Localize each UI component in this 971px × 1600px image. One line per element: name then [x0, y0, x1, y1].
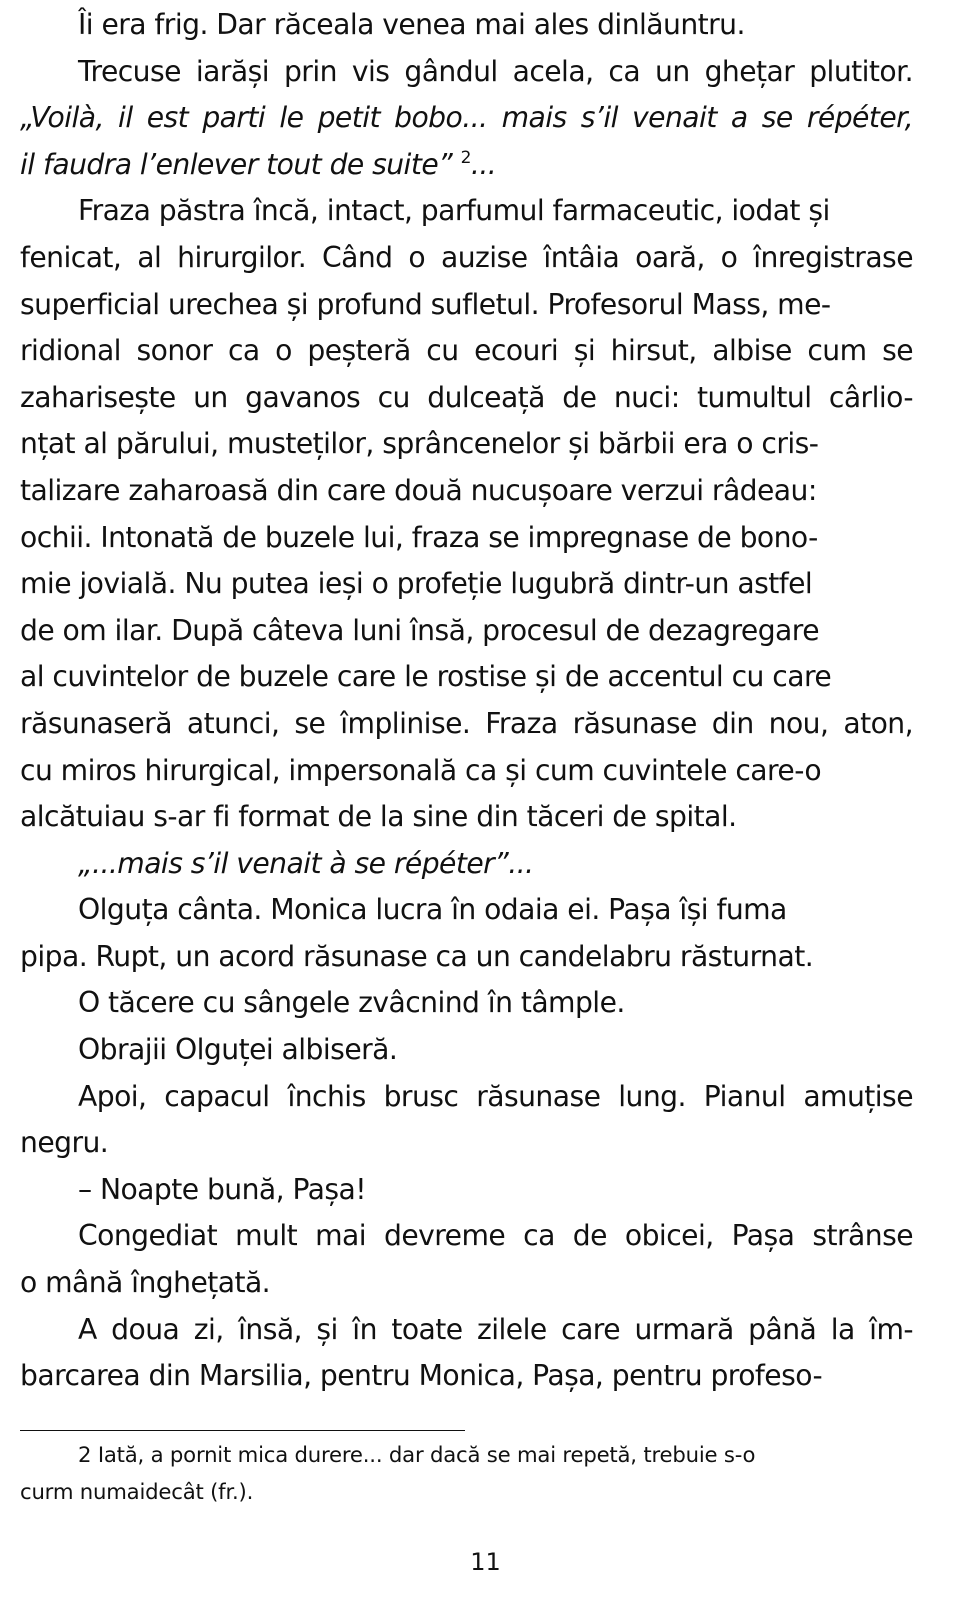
- text-line-content: zaharisește un gavanos cu dulceață de nuci: tumultul cârlio-: [20, 380, 913, 414]
- text-line: [20, 794, 913, 841]
- text-line: [20, 1027, 913, 1074]
- text-line: [20, 1307, 913, 1354]
- text-line-content: Fraza păstra încă, intact, parfumul farmaceutic, iodat și: [78, 194, 830, 228]
- text-line: [20, 421, 913, 468]
- text-line-content: Apoi, capacul închis brusc răsunase lung. Pianul amuțise: [78, 1079, 913, 1113]
- text-line: [20, 561, 913, 608]
- text-line-content: ridional sonor ca o peșteră cu ecouri și hirsut, albise cum se: [20, 334, 913, 368]
- text-line-content: fenicat, al hirurgilor. Când o auzise întâia oară, o înregistrase: [20, 240, 913, 274]
- text-line-content: nțat al părului, musteților, sprâncenelor și bărbii era o cris-: [20, 427, 819, 461]
- text-line-content: Îi era frig. Dar răceala venea mai ales dinlăuntru.: [78, 8, 745, 41]
- text-line: [20, 375, 913, 422]
- text-line-content: il faudra l’enlever tout de suite”: [20, 147, 453, 181]
- text-line-content: al cuvintelor de buzele care le rostise și de accentul cu care: [20, 660, 832, 694]
- body-text: [20, 2, 913, 1400]
- text-line-content: pipa. Rupt, un acord răsunase ca un candelabru răsturnat.: [20, 939, 814, 973]
- text-line-content: mie jovială. Nu putea ieși o profeție lugubră dintr-un astfel: [20, 567, 813, 601]
- text-line-content: negru.: [20, 1126, 109, 1160]
- text-line: [20, 841, 913, 888]
- footnote: [20, 1436, 913, 1510]
- text-line: [20, 49, 913, 96]
- text-line: [20, 235, 913, 282]
- text-line: [20, 142, 913, 189]
- footnote-line: 2 Iată, a pornit mica durere... dar dacă se mai repetă, trebuie s-o: [78, 1442, 756, 1467]
- text-line: [20, 608, 913, 655]
- text-line-content: A doua zi, însă, și în toate zilele care urmară până la îm-: [78, 1312, 913, 1346]
- text-line-content: Congediat mult mai devreme ca de obicei, Pașa strânse: [78, 1219, 913, 1253]
- text-line-content: barcarea din Marsilia, pentru Monica, Pașa, pentru profeso-: [20, 1359, 823, 1393]
- text-line-content: alcătuiau s-ar fi format de la sine din tăceri de spital.: [20, 800, 737, 834]
- text-line: [20, 980, 913, 1027]
- text-line-content: talizare zaharoasă din care două nucușoare verzui râdeau:: [20, 473, 817, 507]
- text-line: [20, 282, 913, 329]
- text-line: [20, 468, 913, 515]
- text-line-content: o mână înghețată.: [20, 1266, 271, 1300]
- text-line: [20, 1213, 913, 1260]
- text-line: [20, 2, 913, 49]
- text-line: [20, 1074, 913, 1121]
- text-line: [20, 1167, 913, 1214]
- text-line-content: răsunaseră atunci, se împlinise. Fraza răsunase din nou, aton,: [20, 706, 913, 740]
- text-line: [20, 887, 913, 934]
- text-line-content: superficial urechea și profund sufletul. Profesorul Mass, me-: [20, 287, 831, 321]
- text-line-content: Obrajii Olguței albiseră.: [78, 1033, 398, 1067]
- text-line: [20, 654, 913, 701]
- text-line: [20, 934, 913, 981]
- text-line: [20, 1260, 913, 1307]
- text-line: [20, 701, 913, 748]
- text-line-content: ochii. Intonată de buzele lui, fraza se impregnase de bono-: [20, 520, 818, 554]
- text-line-content: O tăcere cu sângele zvâcnind în tâmple.: [78, 986, 625, 1020]
- text-line-content: Trecuse iarăși prin vis gândul acela, ca un ghețar plutitor.: [78, 54, 913, 88]
- text-line: [20, 1353, 913, 1400]
- text-line: [20, 748, 913, 795]
- text-line-content: de om ilar. După câteva luni însă, procesul de dezagregare: [20, 613, 819, 647]
- footnote-reference[interactable]: 2: [460, 147, 471, 168]
- text-line: [20, 1120, 913, 1167]
- text-line-content: – Noapte bună, Pașa!: [78, 1172, 366, 1206]
- text-line-content: „Voilà, il est parti le petit bobo... mais s’il venait a se répéter,: [20, 101, 913, 135]
- text-line-content: Olguța cânta. Monica lucra în odaia ei. Pașa își fuma: [78, 893, 787, 927]
- text-line-ellipsis: ...: [470, 147, 497, 181]
- footnote-separator: [20, 1430, 465, 1431]
- text-line: [20, 515, 913, 562]
- footnote-line: curm numaidecât (fr.).: [20, 1479, 254, 1504]
- text-line: [20, 328, 913, 375]
- text-line: [20, 95, 913, 142]
- text-line: [20, 188, 913, 235]
- text-line-content: cu miros hirurgical, impersonală ca și cum cuvintele care-o: [20, 753, 822, 787]
- page-number: 11: [470, 1548, 501, 1576]
- text-line-content: „...mais s’il venait à se répéter”...: [78, 846, 534, 880]
